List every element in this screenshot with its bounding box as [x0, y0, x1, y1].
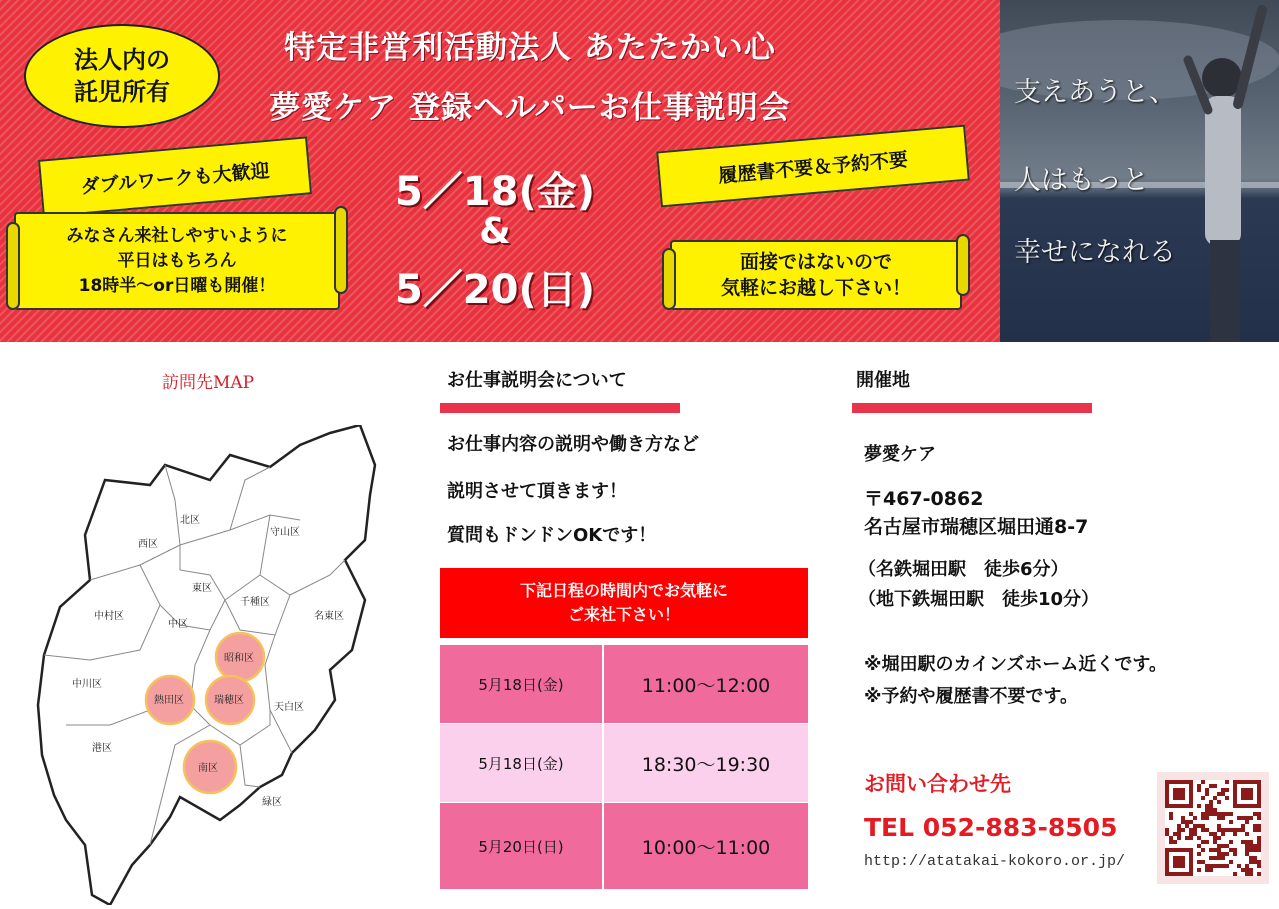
- about-text-line: お仕事内容の説明や働き方など: [447, 434, 699, 455]
- ward-label: 天白区: [274, 702, 304, 713]
- event-date-1: 5／18(金): [394, 169, 596, 215]
- schedule-time-cell: 18:30～19:30: [641, 753, 771, 776]
- childcare-badge-line1: 法人内の: [74, 46, 170, 74]
- ward-label: 名東区: [314, 611, 344, 622]
- map-title: 訪問先MAP: [162, 373, 255, 393]
- venue-section-title: 開催地: [856, 370, 910, 391]
- schedule-header-line2: ご来社下さい！: [567, 605, 680, 624]
- scroll-right-line: 気軽にお越し下さい！: [720, 277, 911, 299]
- childcare-badge: [24, 24, 220, 128]
- nagoya-ward-map: [30, 425, 420, 905]
- venue-name: 夢愛ケア: [864, 444, 936, 465]
- double-work-ribbon: [38, 136, 312, 217]
- qr-code-icon[interactable]: [1157, 772, 1269, 884]
- photo-caption-line3: 幸せになれる: [1014, 237, 1176, 268]
- event-title: 夢愛ケア 登録ヘルパーお仕事説明会: [269, 90, 791, 126]
- ward-label: 守山区: [270, 527, 300, 538]
- scroll-curl-decoration: [6, 222, 20, 310]
- venue-address: 名古屋市瑞穂区堀田通8-7: [864, 516, 1089, 538]
- schedule-time-cell: 10:00～11:00: [641, 836, 771, 859]
- photo-caption-line1: 支えあうと、: [1014, 77, 1176, 108]
- about-text-line: 質問もドンドンOKです！: [447, 525, 657, 546]
- venue-access-meitetsu: （名鉄堀田駅 徒歩6分）: [858, 559, 1069, 580]
- schedule-header: [440, 568, 808, 638]
- ward-label: 西区: [138, 539, 158, 550]
- city-outline: [38, 425, 375, 905]
- schedule-row: [440, 724, 808, 802]
- org-title: 特定非営利活動法人 あたたかい心: [284, 30, 776, 66]
- venue-note: ※堀田駅のカインズホーム近くです。: [864, 654, 1167, 675]
- venue-title-underline: [852, 403, 1092, 413]
- ward-label: 港区: [92, 743, 112, 754]
- venue-note: ※予約や履歴書不要です。: [864, 686, 1079, 707]
- ward-label: 千種区: [240, 597, 270, 608]
- contact-title: お問い合わせ先: [864, 772, 1011, 796]
- venue-access-subway: （地下鉄堀田駅 徒歩10分）: [858, 589, 1100, 610]
- schedule-row: [440, 645, 808, 723]
- scroll-curl-decoration: [662, 248, 676, 310]
- ward-label: 緑区: [262, 797, 282, 808]
- ward-label: 瑞穂区: [214, 695, 244, 706]
- scroll-left-line: 18時半～or日曜も開催！: [78, 275, 276, 296]
- scroll-left-line: 平日はもちろん: [117, 250, 237, 271]
- scroll-curl-decoration: [956, 234, 970, 296]
- ward-label: 中川区: [72, 679, 102, 690]
- no-resume-ribbon: [656, 125, 970, 208]
- schedule-row: [440, 803, 808, 889]
- double-work-text: ダブルワークも大歓迎: [79, 159, 271, 198]
- venue-postal-code: 〒467-0862: [864, 488, 984, 510]
- contact-website-link[interactable]: http://atatakai-kokoro.or.jp/: [864, 853, 1126, 870]
- schedule-date-cell: 5月20日(日): [440, 803, 604, 889]
- ward-label: 東区: [192, 583, 212, 594]
- ward-label: 中区: [168, 619, 188, 630]
- photo-caption-line2: 人はもっと: [1014, 165, 1149, 196]
- not-interview-scroll: [670, 240, 962, 310]
- no-resume-text: 履歴書不要＆予約不要: [717, 148, 909, 187]
- about-section-title: お仕事説明会について: [447, 370, 627, 391]
- event-banner: [0, 0, 1000, 342]
- schedule-date-cell: 5月18日(金): [440, 724, 604, 802]
- qr-code-pattern: [1165, 780, 1261, 876]
- ward-label: 昭和区: [224, 653, 254, 664]
- schedule-header-line1: 下記日程の時間内でお気軽に: [519, 581, 728, 600]
- scroll-curl-decoration: [334, 206, 348, 294]
- schedule-date-cell: 5月18日(金): [440, 645, 604, 723]
- hero-photo: [1000, 0, 1279, 342]
- schedule-time-cell: 11:00～12:00: [641, 674, 771, 697]
- event-date-2: 5／20(日): [394, 267, 596, 313]
- contact-phone[interactable]: TEL 052-883-8505: [864, 813, 1118, 842]
- childcare-badge-line2: 託児所有: [74, 78, 170, 106]
- ward-label: 中村区: [94, 611, 124, 622]
- scroll-right-line: 面接ではないので: [739, 251, 892, 273]
- about-text-line: 説明させて頂きます！: [447, 481, 627, 502]
- ward-label: 北区: [180, 515, 200, 526]
- scroll-left-line: みなさん来社しやすいように: [66, 225, 288, 246]
- date-ampersand: &: [479, 211, 511, 252]
- ward-label: 南区: [198, 763, 218, 774]
- ward-label: 熱田区: [154, 695, 184, 706]
- schedule-flex-scroll: [14, 212, 340, 310]
- about-title-underline: [440, 403, 680, 413]
